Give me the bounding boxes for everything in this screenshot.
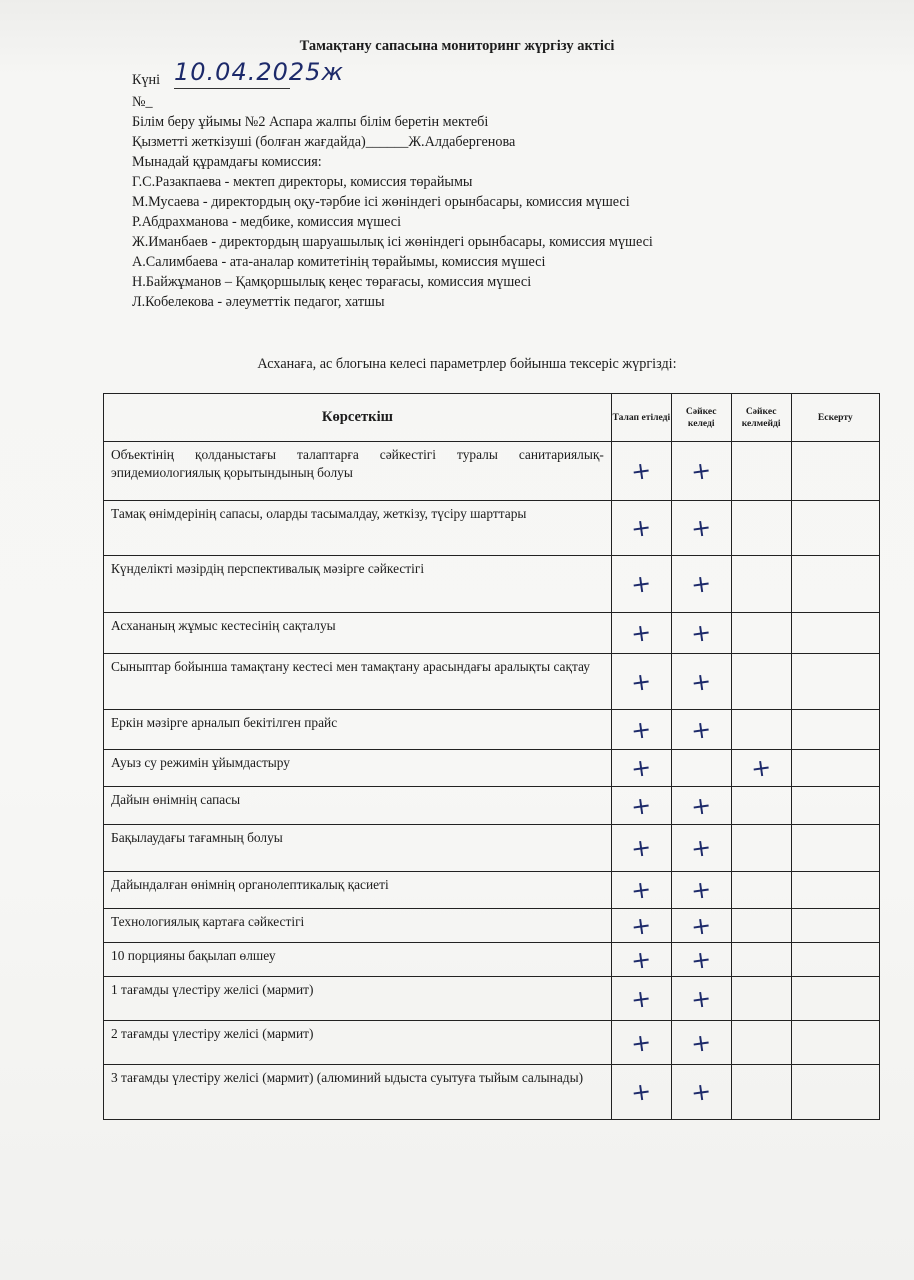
complies-cell [671, 943, 731, 977]
indicator-cell: 2 тағамды үлестіру желісі (мармит) [104, 1021, 612, 1065]
required-cell [611, 613, 671, 654]
header-note: Ескерту [791, 394, 879, 442]
commission-member: Р.Абдрахманова - медбике, комиссия мүшесі [132, 214, 402, 230]
complies-cell [671, 1021, 731, 1065]
table-row [104, 501, 880, 556]
complies-cell [671, 654, 731, 710]
complies-cell [671, 825, 731, 872]
required-cell [611, 556, 671, 613]
not-complies-cell [731, 825, 791, 872]
note-cell [791, 977, 879, 1021]
handwritten-mark: + [689, 714, 714, 745]
handwritten-date: 10.04.2025ж [174, 62, 290, 89]
not-complies-cell [731, 750, 791, 787]
not-complies-cell [731, 613, 791, 654]
required-cell [611, 501, 671, 556]
indicator-cell: Технологиялық картаға сәйкестігі [104, 909, 612, 943]
handwritten-mark: + [629, 512, 654, 544]
not-complies-cell [731, 872, 791, 909]
not-complies-cell [731, 943, 791, 977]
handwritten-mark: + [629, 832, 654, 864]
required-cell [611, 943, 671, 977]
handwritten-mark: + [629, 455, 654, 487]
indicator-cell: Тамақ өнімдерінің сапасы, оларды тасымалдау, жеткізу, түсіру шарттары [104, 501, 612, 556]
handwritten-mark: + [689, 455, 714, 487]
commission-member: Ж.Иманбаев - директордың шаруашылық ісі жөніндегі орынбасары, комиссия мүшесі [132, 234, 653, 250]
table-row [104, 825, 880, 872]
note-cell [791, 710, 879, 750]
handwritten-mark: + [629, 666, 654, 697]
complies-cell [671, 977, 731, 1021]
handwritten-mark: + [689, 983, 714, 1014]
table-row [104, 556, 880, 613]
required-cell [611, 442, 671, 501]
date-line [132, 58, 832, 92]
complies-cell [671, 1065, 731, 1120]
indicator-cell: 10 порцияны бақылап өлшеу [104, 943, 612, 977]
indicator-cell: Дайын өнімнің сапасы [104, 787, 612, 825]
complies-cell [671, 909, 731, 943]
required-cell [611, 977, 671, 1021]
not-complies-cell [731, 909, 791, 943]
handwritten-mark: + [689, 874, 714, 906]
table-header-row [104, 394, 880, 442]
table-row [104, 654, 880, 710]
not-complies-cell [731, 977, 791, 1021]
required-cell [611, 787, 671, 825]
table-row [104, 1021, 880, 1065]
commission-member: Г.С.Разакпаева - мектеп директоры, комиссия төрайымы [132, 174, 473, 190]
not-complies-cell [731, 654, 791, 710]
note-cell [791, 1021, 879, 1065]
handwritten-mark: + [629, 617, 654, 649]
handwritten-mark: + [689, 617, 714, 649]
indicator-cell: Асхананың жұмыс кестесінің сақталуы [104, 613, 612, 654]
table-row [104, 750, 880, 787]
not-complies-cell [731, 501, 791, 556]
table-row [104, 787, 880, 825]
note-cell [791, 556, 879, 613]
handwritten-mark: + [629, 910, 654, 941]
handwritten-mark: + [689, 568, 714, 600]
handwritten-mark: + [689, 1076, 714, 1108]
table-row [104, 710, 880, 750]
not-complies-cell [731, 1065, 791, 1120]
header-block [132, 58, 832, 312]
handwritten-mark: + [629, 874, 654, 906]
required-cell [611, 750, 671, 787]
act-number: №_ [132, 94, 153, 110]
required-cell [611, 825, 671, 872]
supplier-line: Қызметті жеткізуші (болған жағдайда)______Ж.Алдабергенова [132, 134, 516, 150]
note-cell [791, 442, 879, 501]
complies-cell [671, 556, 731, 613]
required-cell [611, 654, 671, 710]
commission-member: Л.Кобелекова - әлеуметтік педагог, хатшы [132, 294, 385, 310]
not-complies-cell [731, 556, 791, 613]
indicator-cell: Сыныптар бойынша тамақтану кестесі мен тамақтану арасындағы аралықты сақтау [104, 654, 612, 710]
date-label: Күні [132, 72, 161, 88]
table-row [104, 943, 880, 977]
handwritten-mark: + [629, 752, 654, 784]
indicator-cell: Ауыз су режимін ұйымдастыру [104, 750, 612, 787]
handwritten-mark: + [689, 790, 714, 821]
handwritten-mark: + [689, 512, 714, 544]
complies-cell [671, 501, 731, 556]
complies-cell [671, 613, 731, 654]
note-cell [791, 501, 879, 556]
note-cell [791, 943, 879, 977]
organization-line: Білім беру ұйымы №2 Аспара жалпы білім беретін мектебі [132, 114, 489, 130]
indicator-cell: Бақылаудағы тағамның болуы [104, 825, 612, 872]
handwritten-mark: + [629, 568, 654, 600]
not-complies-cell [731, 710, 791, 750]
inspection-intro: Асханаға, ас блогына келесі параметрлер бойынша тексеріс жүргізді: [257, 356, 677, 372]
commission-intro: Мынадай құрамдағы комиссия: [132, 154, 322, 170]
table-row [104, 1065, 880, 1120]
handwritten-mark: + [629, 983, 654, 1014]
required-cell [611, 872, 671, 909]
not-complies-cell [731, 1021, 791, 1065]
note-cell [791, 909, 879, 943]
required-cell [611, 1021, 671, 1065]
complies-cell [671, 710, 731, 750]
not-complies-cell [731, 787, 791, 825]
table-row [104, 613, 880, 654]
indicator-cell: Күнделікті мәзірдің перспективалық мәзірге сәйкестігі [104, 556, 612, 613]
indicator-cell: 1 тағамды үлестіру желісі (мармит) [104, 977, 612, 1021]
not-complies-cell [731, 442, 791, 501]
header-indicator: Көрсеткіш [104, 394, 612, 442]
monitoring-table [103, 393, 880, 1120]
complies-cell [671, 442, 731, 501]
complies-cell [671, 750, 731, 787]
required-cell [611, 1065, 671, 1120]
handwritten-mark: + [689, 910, 714, 941]
indicator-cell: Объектінің қолданыстағы талаптарға сәйкестігі туралы санитариялық-эпидемиологиялық қорытындының болуы [104, 442, 612, 501]
handwritten-mark: + [689, 944, 714, 975]
note-cell [791, 872, 879, 909]
commission-member: А.Салимбаева - ата-аналар комитетінің төрайымы, комиссия мүшесі [132, 254, 546, 270]
handwritten-mark: + [629, 1076, 654, 1108]
note-cell [791, 750, 879, 787]
handwritten-mark: + [629, 714, 654, 745]
handwritten-mark: + [629, 790, 654, 821]
table-row [104, 442, 880, 501]
header-complies: Сәйкес келеді [671, 394, 731, 442]
handwritten-mark: + [689, 666, 714, 697]
handwritten-mark: + [629, 944, 654, 975]
table-row [104, 872, 880, 909]
document-title: Тамақтану сапасына мониторинг жүргізу актісі [299, 38, 615, 54]
complies-cell [671, 787, 731, 825]
note-cell [791, 825, 879, 872]
indicator-cell: 3 тағамды үлестіру желісі (мармит) (алюминий ыдыста суытуға тыйым салынады) [104, 1065, 612, 1120]
indicator-cell: Дайындалған өнімнің органолептикалық қасиеті [104, 872, 612, 909]
handwritten-mark: + [689, 832, 714, 864]
table-row [104, 909, 880, 943]
header-required: Талап етіледі [611, 394, 671, 442]
header-not-complies: Сәйкес келмейді [731, 394, 791, 442]
required-cell [611, 710, 671, 750]
table-row [104, 977, 880, 1021]
commission-member: Н.Байжұманов – Қамқоршылық кеңес төрағасы, комиссия мүшесі [132, 274, 532, 290]
indicator-cell: Еркін мәзірге арналып бекітілген прайс [104, 710, 612, 750]
required-cell [611, 909, 671, 943]
note-cell [791, 1065, 879, 1120]
note-cell [791, 787, 879, 825]
handwritten-mark: + [689, 1027, 714, 1058]
handwritten-mark: + [749, 752, 774, 784]
commission-member: М.Мусаева - директордың оқу-тәрбие ісі жөніндегі орынбасары, комиссия мүшесі [132, 194, 630, 210]
handwritten-mark: + [629, 1027, 654, 1058]
note-cell [791, 613, 879, 654]
note-cell [791, 654, 879, 710]
complies-cell [671, 872, 731, 909]
